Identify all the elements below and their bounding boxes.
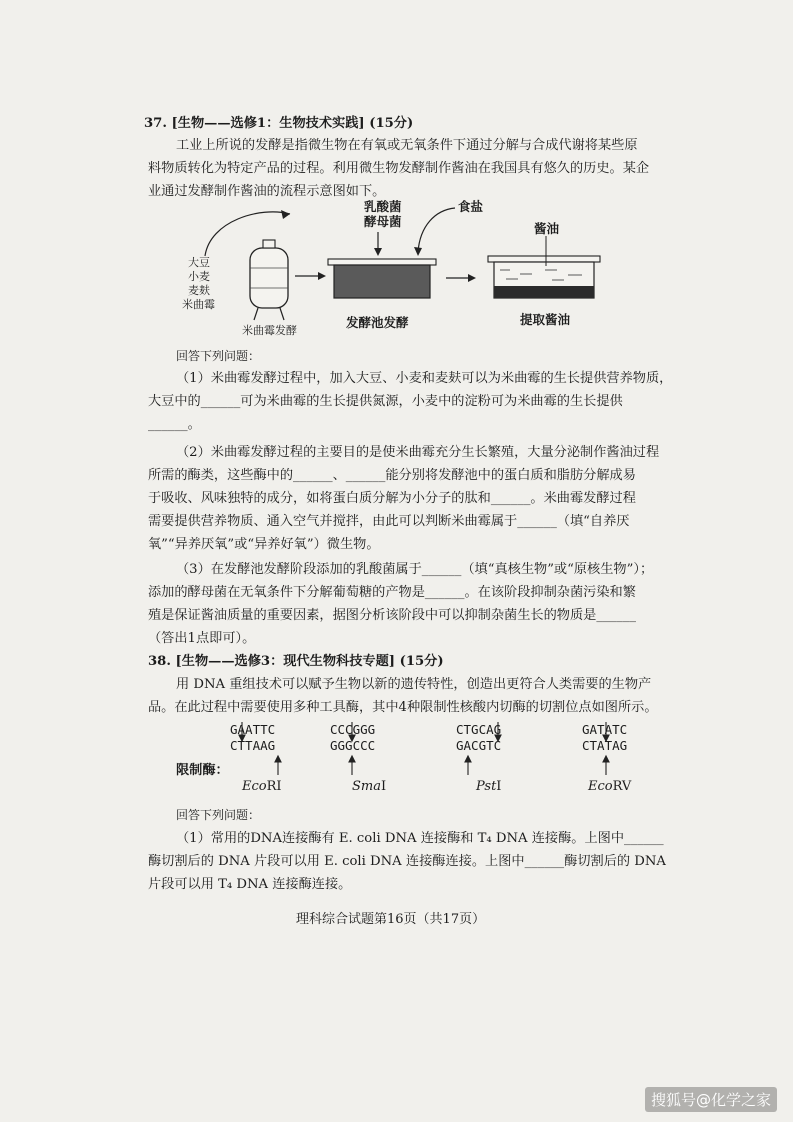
ecori-top-strand: GAATTC [230,722,276,737]
q37-intro-line-1: 工业上所说的发酵是指微生物在有氧或无氧条件下通过分解与合成代谢将某些原 [176,138,638,153]
stage1-label: 米曲霉发酵 [242,324,297,337]
q38-prompt: 回答下列问题： [176,808,261,822]
product-label: 酱油 [534,221,560,236]
smai-top-strand: CCCGGG [330,722,376,737]
q37-line-10: 添加的酵母菌在无氧条件下分解葡萄糖的产物是______。在该阶段抑制杂菌污染和繁 [148,585,636,600]
material-soybean: 大豆 [188,256,210,269]
q37-line-12: （答出1点即可）。 [148,631,256,646]
material-bran: 麦麸 [188,284,210,297]
microbe-lactic-acid-bacteria: 乳酸菌 [364,199,402,214]
q37-line-2: 大豆中的______可为米曲霉的生长提供氮源，小麦中的淀粉可为米曲霉的生长提供 [148,394,623,409]
enzyme-name-psti: PstⅠ [476,779,502,794]
psti-bottom-strand: GACGTC [456,738,502,753]
ecorv-bottom-strand: CTATAG [582,738,628,753]
q37-line-11: 殖是保证酱油质量的重要因素，据图分析该阶段中可以抑制杂菌生长的物质是______ [148,608,636,623]
enzyme-name-ecorv: EcoRV [588,779,632,794]
stage2-label: 发酵池发酵 [346,315,409,330]
q37-line-1: （1）米曲霉发酵过程中，加入大豆、小麦和麦麸可以为米曲霉的生长提供营养物质， [176,371,673,386]
material-aspergillus: 米曲霉 [182,298,215,311]
enzyme-label: 限制酶： [176,763,229,778]
q37-line-4: （2）米曲霉发酵过程的主要目的是使米曲霉充分生长繁殖，大量分泌制作酱油过程 [176,445,660,460]
q38-line-1: （1）常用的DNA连接酶有 E. coli DNA 连接酶和 T₄ DNA 连接酶。上图中______ [176,831,664,846]
microbe-yeast: 酵母菌 [364,214,402,229]
q37-line-8: 氧”“异养厌氧”或“异养好氧”）微生物。 [148,537,380,552]
q37-intro-line-2: 料物质转化为特定产品的过程。利用微生物发酵制作酱油在我国具有悠久的历史。某企 [148,161,650,176]
q37-line-6: 于吸收、风味独特的成分，如将蛋白质分解为小分子的肽和______。米曲霉发酵过程 [148,491,636,506]
page-footer: 理科综合试题第16页（共17页） [296,912,486,927]
q38-intro-line-1: 用 DNA 重组技术可以赋予生物以新的遗传特性，创造出更符合人类需要的生物产 [176,677,652,692]
material-wheat: 小麦 [188,270,210,283]
watermark: 搜狐号@化学之家 [645,1087,777,1112]
enzyme-name-ecori: EcoRⅠ [242,779,282,794]
q37-line-9: （3）在发酵池发酵阶段添加的乳酸菌属于______（填“真核生物”或“原核生物”）； [176,562,654,577]
enzyme-name-smai: SmaⅠ [352,779,387,794]
q38-line-2: 酶切割后的 DNA 片段可以用 E. coli DNA 连接酶连接。上图中______酶切割后的 DNA [148,854,666,869]
q38-line-3: 片段可以用 T₄ DNA 连接酶连接。 [148,877,352,892]
ecori-bottom-strand: CTTAAG [230,738,276,753]
ecorv-top-strand: GATATC [582,722,628,737]
psti-top-strand: CTGCAG [456,722,502,737]
q38-header: 38. [生物——选修3：现代生物科技专题] (15分) [148,654,444,669]
q37-line-5: 所需的酶类，这些酶中的______、______能分别将发酵池中的蛋白质和脂肪分解成易 [148,468,636,483]
q37-line-7: 需要提供营养物质、通入空气并搅拌，由此可以判断米曲霉属于______（填“自养厌 [148,514,630,529]
q37-line-3: ______。 [148,417,201,432]
smai-bottom-strand: GGGCCC [330,738,376,753]
salt-label: 食盐 [458,199,484,214]
q37-prompt: 回答下列问题： [176,349,261,363]
q37-intro-line-3: 业通过发酵制作酱油的流程示意图如下。 [148,184,386,199]
q37-header: 37. [生物——选修1：生物技术实践] (15分) [144,116,414,131]
stage3-label: 提取酱油 [520,312,571,327]
q38-intro-line-2: 品。在此过程中需要使用多种工具酶，其中4种限制性核酸内切酶的切割位点如图所示。 [148,700,658,715]
